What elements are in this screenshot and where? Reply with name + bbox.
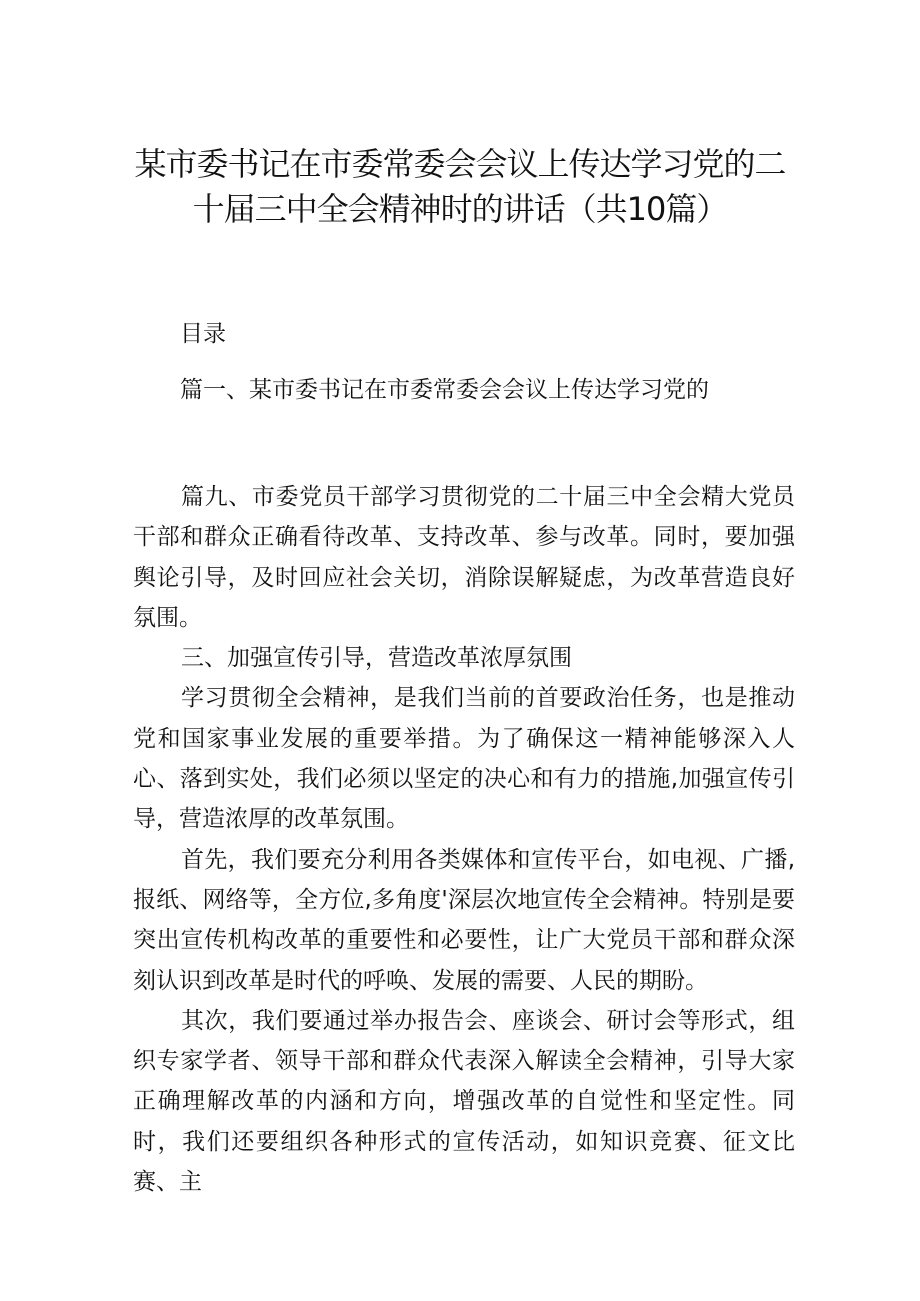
body-paragraph: 篇九、市委党员干部学习贯彻党的二十届三中全会精大党员干部和群众正确看待改革、支持改革、参与改革。同时，要加强舆论引导，及时回应社会关切，消除误解疑虑，为改革营造良好氛围。 <box>133 484 795 631</box>
toc-heading: 目录 <box>180 321 226 347</box>
body-paragraph: 学习贯彻全会精神，是我们当前的首要政治任务，也是推动党和国家事业发展的重要举措。为了确保这一精神能够深入人心、落到实处，我们必须以坚定的决心和有力的措施,加强宣传引导，营造浓厚的改革氛围。 <box>133 685 795 833</box>
toc-item[interactable]: 篇一、某市委书记在市委常委会会议上传达学习党的 <box>180 377 709 403</box>
body-paragraph: 首先，我们要充分利用各类媒体和宣传平台，如电视、广播,报纸、网络等，全方位,多角度'深层次地宣传全会精神。特别是要突出宣传机构改革的重要性和必要性，让广大党员干部和群众深刻认识到改革是时代的呼唤、发展的需要、人民的期盼。 <box>133 846 795 994</box>
section-heading: 三、加强宣传引导，营造改革浓厚氛围 <box>181 645 572 672</box>
document-body <box>133 477 795 1202</box>
body-paragraph: 其次，我们要通过举办报告会、座谈会、研讨会等形式，组织专家学者、领导干部和群众代表深入解读全会精神，引导大家正确理解改革的内涵和方向，增强改革的自觉性和坚定性。同时，我们还要组织各种形式的宣传活动，如知识竞赛、征文比赛、主 <box>133 1007 795 1196</box>
document-title: 某市委书记在市委常委会会议上传达学习党的二十届三中全会精神时的讲话（共10篇） <box>134 145 786 228</box>
